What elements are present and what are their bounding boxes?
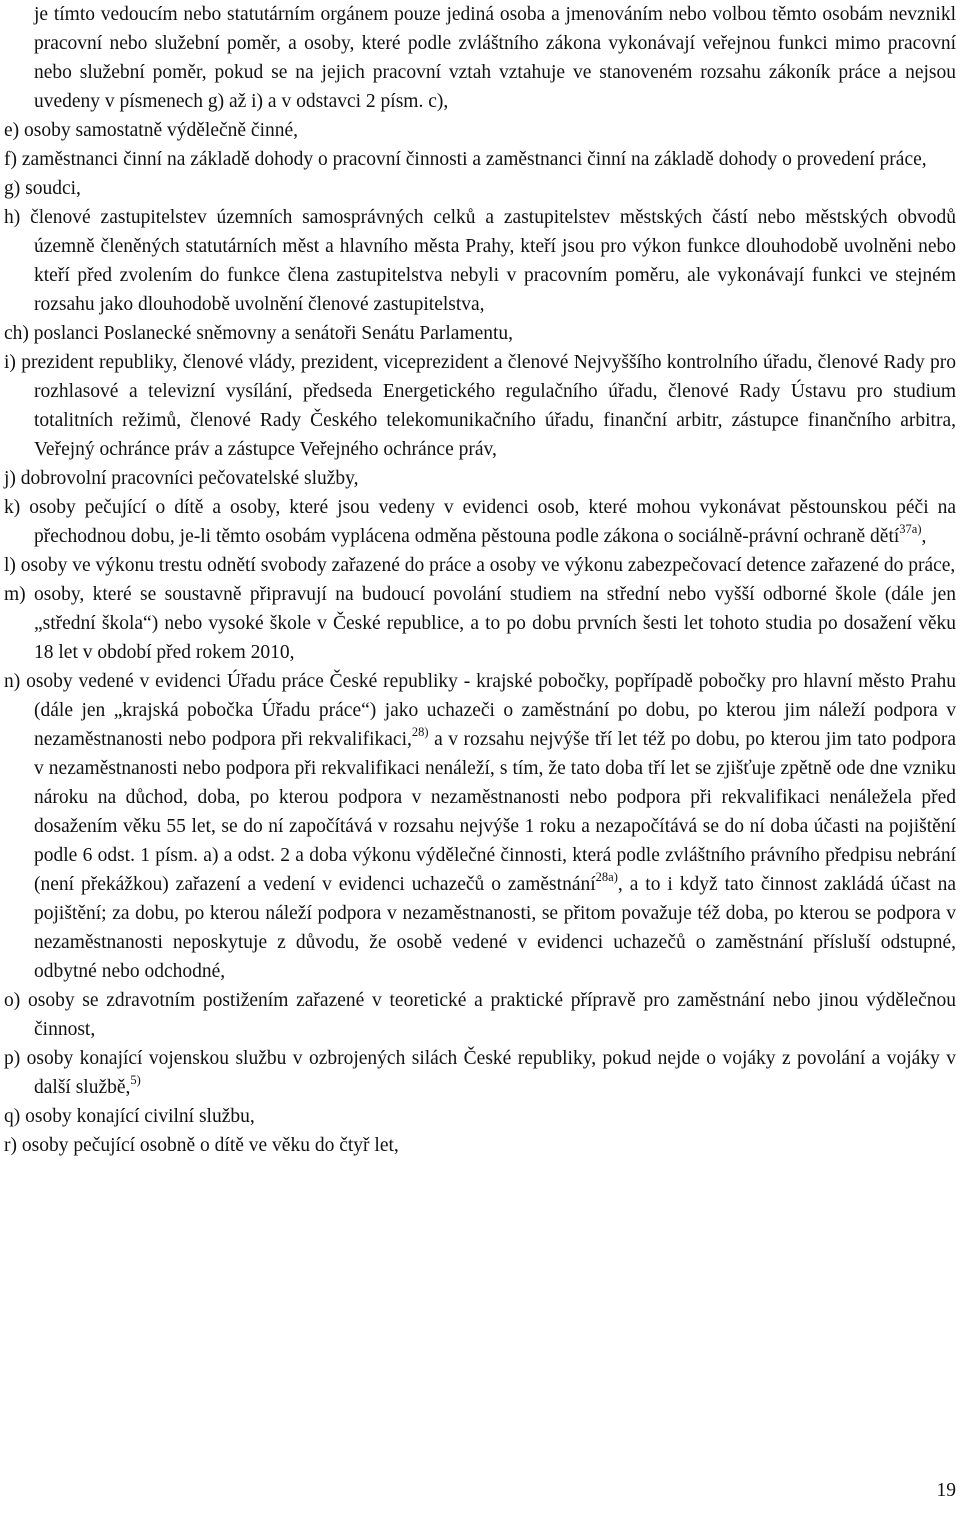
item-f: f) zaměstnanci činní na základě dohody o pracovní činnosti a zaměstnanci činní na základě dohody o provedení práce,: [4, 149, 927, 170]
item-p-text: p) osoby konající vojenskou službu v ozbrojených silách České republiky, pokud nejde o vojáky z povolání a vojáky v další službě,: [4, 1048, 956, 1098]
item-l: l) osoby ve výkonu trestu odnětí svobody zařazené do práce a osoby ve výkonu zabezpečovací detence zařazené do práce,: [4, 555, 956, 576]
item-k-text: k) osoby pečující o dítě a osoby, které jsou vedeny v evidenci osob, které mohou vykonávat pěstounskou péči na přechodnou dobu, je-li těmto osobám vyplácena odměna pěstouna podle zákona o sociálně-právní ochraně dětí: [4, 497, 956, 547]
item-e: e) osoby samostatně výdělečně činné,: [4, 120, 299, 141]
item-i: i) prezident republiky, členové vlády, prezident, viceprezident a členové Nejvyššího kontrolního úřadu, členové Rady pro rozhlasové a televizní vysílání, předseda Energetického regulačního úřadu, členové Rady Ústavu pro studium totalitních režimů, členové Rady Českého telekomunikačního úřadu, finanční arbitr, zástupce finančního arbitra, Veřejný ochránce práv a zástupce Veřejného ochránce práv,: [4, 352, 956, 460]
item-p: [0, 1044, 956, 1102]
item-n-text-3: , a to i když tato činnost zakládá účast na pojištění; za dobu, po kterou náleží podpora v nezaměstnanosti, se přitom považuje též doba, po kterou se podpora v nezaměstnanosti neposkytuje z důvodu, že osobě vedené v evidenci uchazečů o zaměstnání přísluší odstupné, odbytné nebo odchodné,: [34, 874, 956, 982]
item-g: g) soudci,: [4, 178, 81, 199]
item-n-text-2: a v rozsahu nejvýše tří let též po dobu, po kterou jim tato podpora v nezaměstnanosti nebo podpora při rekvalifikaci nenáleží, s tím, že tato doba tří let se zjišťuje zpětně ode dne vzniku nároku na důchod, doba, po kterou podpora v nezaměstnanosti nebo podpora při rekvalifikaci nenáležela před dosažením věku 55 let, se do ní započítává v rozsahu nejvýše 1 roku a nezapočítává se do ní doba účasti na pojištění podle 6 odst. 1 písm. a) a odst. 2 a doba výkonu výdělečné činnosti, která podle zvláštního právního předpisu nebrání (není překážkou) zařazení a vedení v evidenci uchazečů o zaměstnání: [34, 729, 956, 895]
footnote-ref-28a: 28a): [595, 870, 618, 884]
item-ch: ch) poslanci Poslanecké sněmovny a senátoři Senátu Parlamentu,: [4, 323, 514, 344]
item-h: h) členové zastupitelstev územních samosprávných celků a zastupitelstev městských částí nebo městských obvodů územně členěných statutárních měst a hlavního města Prahy, kteří jsou pro výkon funkce dlouhodobě uvolněni nebo kteří před zvolením do funkce člena zastupitelstva nebyli v pracovním poměru, ale vykonávají funkci ve stejném rozsahu jako dlouhodobě uvolnění členové zastupitelstva,: [4, 207, 956, 315]
item-q: q) osoby konající civilní službu,: [4, 1106, 255, 1127]
footnote-ref-28: 28): [411, 725, 429, 739]
item-j: j) dobrovolní pracovníci pečovatelské služby,: [4, 468, 359, 489]
intro-paragraph: je tímto vedoucím nebo statutárním orgánem pouze jediná osoba a jmenováním nebo volbou těmto osobám nevznikl pracovní nebo služební poměr, a osoby, které podle zvláštního zákona vykonávají veřejnou funkci mimo pracovní nebo služební poměr, pokud se na jejich pracovní vztah vztahuje ve stanoveném rozsahu zákoník práce a nejsou uvedeny v písmenech g) až i) a v odstavci 2 písm. c),: [34, 4, 956, 112]
item-r: r) osoby pečující osobně o dítě ve věku do čtyř let,: [4, 1135, 399, 1156]
item-n: [0, 667, 956, 986]
item-m: m) osoby, které se soustavně připravují na budoucí povolání studiem na střední nebo vyšší odborné škole (dále jen „střední škola“) nebo vysoké škole v České republice, a to po dobu prvních šesti let tohoto studia po dosažení věku 18 let v období před rokem 2010,: [4, 584, 956, 663]
item-k-end: ,: [921, 526, 927, 547]
footnote-ref-5: 5): [130, 1073, 141, 1087]
item-n-text-1: n) osoby vedené v evidenci Úřadu práce České republiky - krajské pobočky, popřípadě pobočky pro hlavní město Prahu (dále jen „krajská pobočka Úřadu práce“) jako uchazeči o zaměstnání po dobu, po kterou jim náleží podpora v nezaměstnanosti nebo podpora při rekvalifikaci,: [4, 671, 956, 750]
footnote-ref-37a: 37a): [899, 522, 922, 536]
item-k: [0, 493, 956, 551]
item-o: o) osoby se zdravotním postižením zařazené v teoretické a praktické přípravě pro zaměstnání nebo jinou výdělečnou činnost,: [4, 990, 956, 1040]
page-number: 19: [936, 1480, 956, 1501]
